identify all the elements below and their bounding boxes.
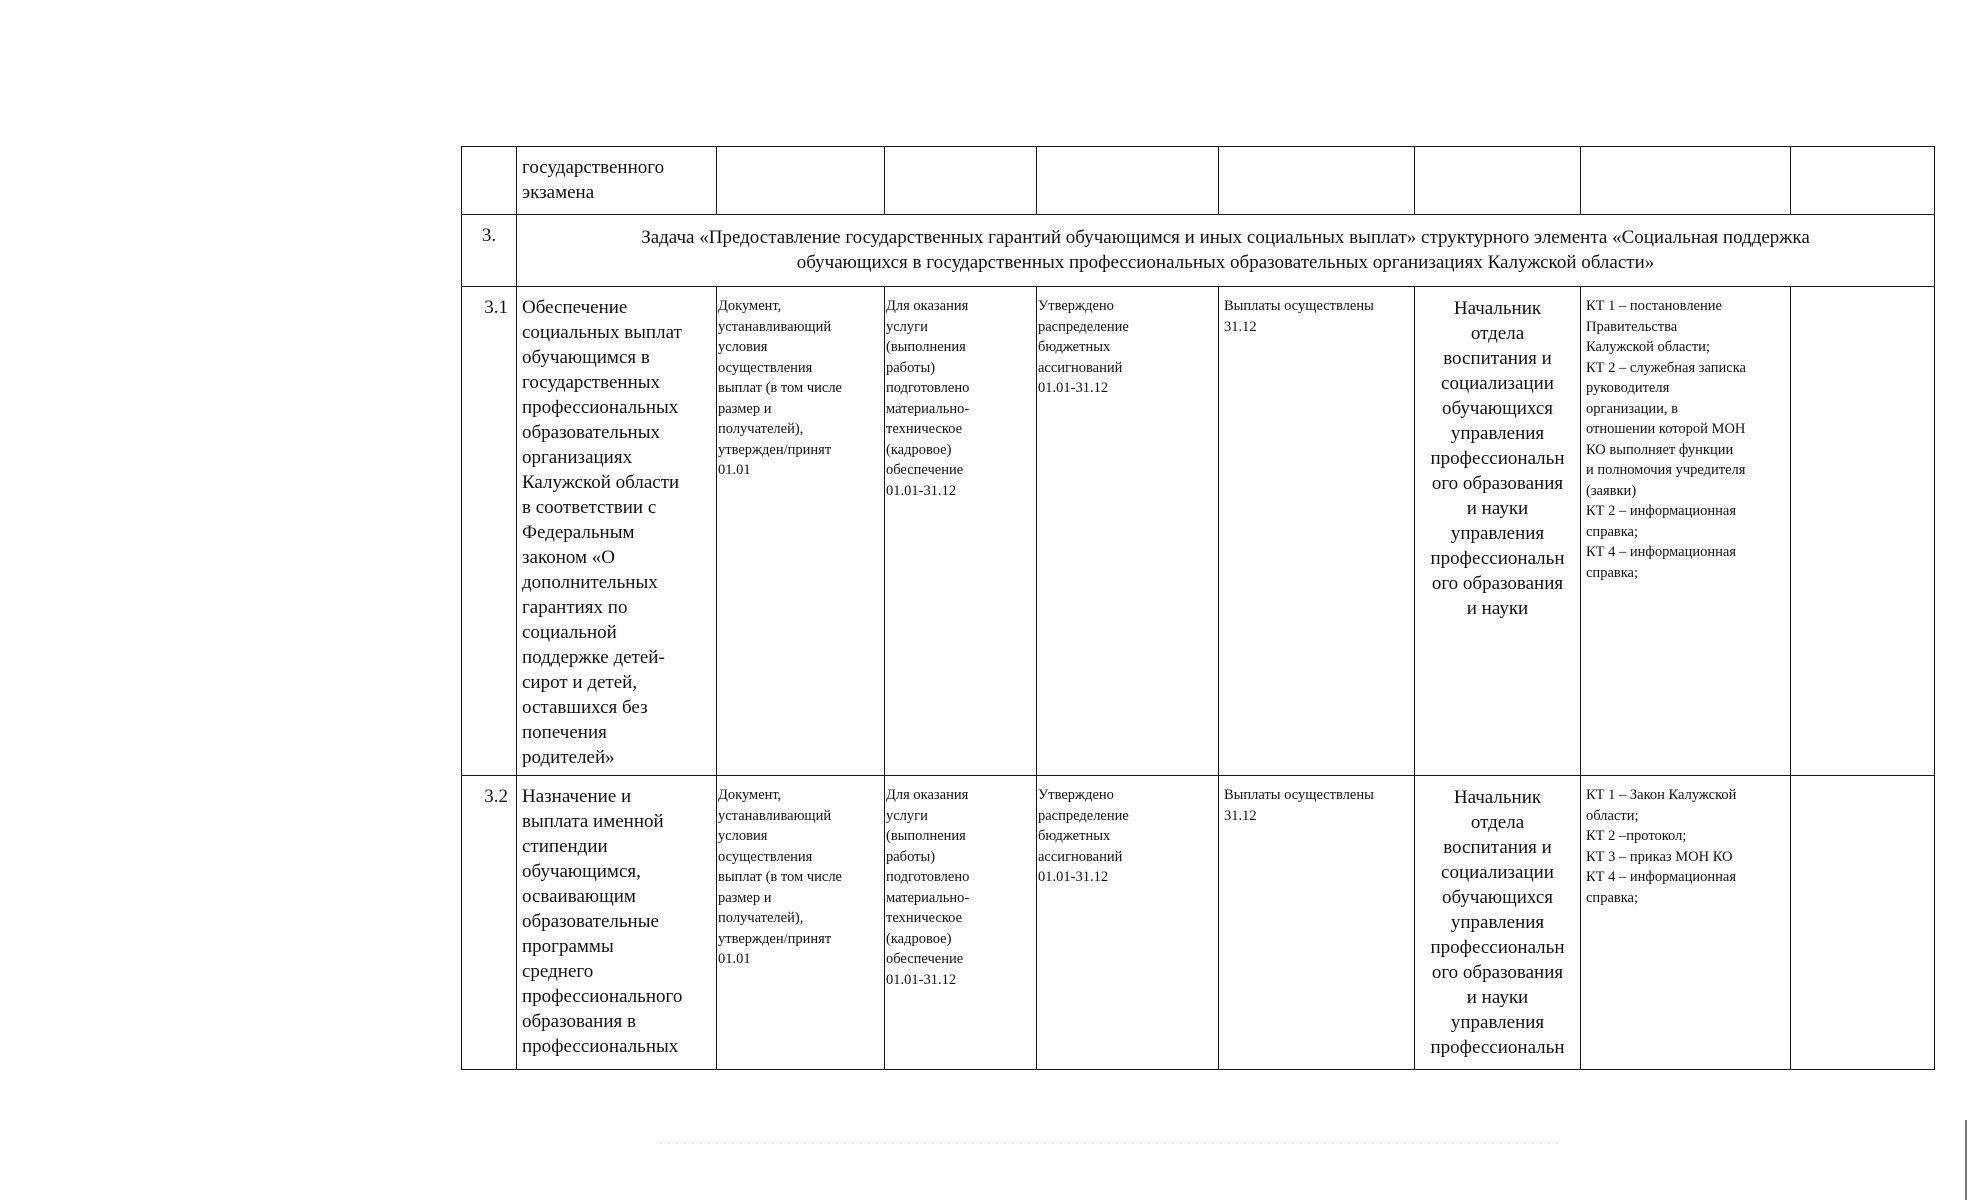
text-line: выплат (в том числе [718,869,842,885]
text-line: устанавливающий [718,318,832,335]
text-line: 01.01 [718,462,751,478]
text-line: социализации [1441,862,1554,883]
text-line: обучающимся в [522,347,650,368]
text-line: подготовлено [886,869,970,885]
text-line: КТ 1 – постановление [1586,298,1722,314]
text-line: КТ 2 – информационная [1586,503,1737,519]
text-line: отдела [1470,323,1525,344]
text-line: социальных выплат [522,322,682,343]
text-line: справка; [1586,889,1639,906]
text-line: Калужской области [522,472,680,493]
text-line: КТ 2 – служебная записка [1586,359,1746,376]
text-line: обеспечение [886,462,964,478]
text-line: материально- [886,889,970,906]
text-line: законом «О [522,547,616,568]
text-line: распределение [1038,318,1129,335]
text-line: Для оказания [886,787,969,803]
text-line: управления [1450,912,1545,933]
text-line: в соответствии с [522,497,657,518]
text-line: Выплаты осуществлены [1224,298,1374,314]
text-line: услуги [886,318,928,335]
text-line: ого образования [1431,573,1564,594]
text-line: материально- [886,400,970,417]
text-line: Документ, [718,787,782,803]
text-line: Федеральным [522,522,635,543]
text-line: 01.01-31.12 [886,482,957,499]
text-line: Обеспечение [522,297,628,318]
text-line: 31.12 [1224,807,1257,824]
text-line: Правительства [1586,318,1678,335]
text-line: профессиональных [522,1036,679,1057]
text-line: справка; [1586,564,1639,581]
text-line: Выплаты осуществлены [1224,787,1374,803]
text-line: КТ 4 – информационная [1586,869,1737,885]
text-line: управления [1450,423,1545,444]
text-line: справка; [1586,523,1639,540]
text-line: КТ 2 –протокол; [1586,828,1687,844]
text-line: услуги [886,807,928,824]
text-line: области; [1586,807,1639,824]
text-line: воспитания и [1443,348,1552,369]
text-line: ассигнований [1038,359,1123,376]
text-line: бюджетных [1038,339,1111,355]
text-line: социализации [1441,373,1554,394]
text-line: обеспечение [886,951,964,967]
text-line: КТ 3 – приказ МОН КО [1586,848,1733,865]
text-line: социальной [522,622,617,643]
text-line: техническое [886,910,963,926]
text-line: Начальник [1453,787,1542,808]
text-line: (кадровое) [886,930,952,947]
name-line: экзамена [522,182,595,203]
row-number: 3.2 [462,776,517,1070]
text-line: отношении которой МОН [1586,421,1746,437]
text-line: (заявки) [1586,482,1637,499]
text-line: управления [1450,1012,1545,1033]
text-line: сирот и детей, [522,672,638,693]
task-title-line: обучающихся в государственных профессиональных образовательных организациях Калужской области» [796,252,1655,273]
task-title-line: Задача «Предоставление государственных гарантий обучающимся и иных социальных выплат» структурного элемента «Социальная поддержка [641,227,1810,248]
text-line: осуществления [718,359,813,376]
text-line: 31.12 [1224,318,1257,335]
text-line: 01.01-31.12 [1038,380,1109,396]
text-line: ассигнований [1038,848,1123,865]
text-line: профессиональных [522,397,679,418]
text-line: и науки [1466,498,1529,519]
text-line: среднего [522,961,594,982]
text-line: размер и [718,400,772,417]
text-line: условия [718,339,768,355]
text-line: государственных [522,372,661,393]
text-line: Утверждено [1038,298,1114,314]
text-line: Начальник [1453,298,1542,319]
text-line: и полномочия учредителя [1586,462,1746,478]
text-line: организациях [522,447,633,468]
text-line: руководителя [1586,380,1670,396]
text-line: КТ 4 – информационная [1586,544,1737,560]
text-line: выплат (в том числе [718,380,842,396]
text-line: организации, в [1586,400,1678,417]
row-number: 3.1 [462,287,517,776]
text-line: образовательные [522,911,659,932]
text-line: распределение [1038,807,1129,824]
text-line: Утверждено [1038,787,1114,803]
text-line: техническое [886,421,963,437]
text-line: утвержден/принят [718,441,832,458]
text-line: ого образования [1431,473,1564,494]
text-line: оставшихся без [522,697,648,718]
text-line: Для оказания [886,298,969,314]
text-line: ого образования [1431,962,1564,983]
text-line: (выполнения [886,828,966,844]
text-line: (выполнения [886,339,966,355]
text-line: воспитания и [1443,837,1552,858]
text-line: обучающимся, [522,861,641,882]
text-line: отдела [1470,812,1525,833]
task-number: 3. [462,215,517,287]
text-line: (кадровое) [886,441,952,458]
text-line: получателей), [718,910,804,926]
text-line: КО выполняет функции [1586,441,1734,458]
text-line: гарантиях по [522,597,628,618]
text-line: дополнительных [522,572,658,593]
text-line: работы) [886,848,936,865]
text-line: размер и [718,889,772,906]
text-line: условия [718,828,768,844]
text-line: Документ, [718,298,782,314]
text-line: и науки [1466,987,1529,1008]
text-line: 01.01-31.12 [886,971,957,988]
text-line: профессиональн [1430,548,1565,569]
text-line: образования в [522,1011,636,1032]
text-line: поддержке детей- [522,647,665,668]
name-line: государственного [522,157,665,178]
text-line: КТ 1 – Закон Калужской [1586,787,1737,803]
text-line: профессиональн [1430,448,1565,469]
text-line: 01.01 [718,951,751,967]
text-line: подготовлено [886,380,970,396]
text-line: бюджетных [1038,828,1111,844]
text-line: образовательных [522,422,660,443]
text-line: управления [1450,523,1545,544]
text-line: осваивающим [522,886,636,907]
text-line: попечения [522,722,607,743]
text-line: обучающихся [1441,398,1554,419]
text-line: профессиональн [1430,937,1565,958]
text-line: родителей» [522,747,615,768]
text-line: профессиональн [1430,1037,1565,1058]
text-line: получателей), [718,421,804,437]
text-line: стипендии [522,836,608,857]
text-line: Назначение и [522,786,632,807]
text-line: работы) [886,359,936,376]
text-line: осуществления [718,848,813,865]
text-line: утвержден/принят [718,930,832,947]
text-line: программы [522,936,614,957]
text-line: выплата именной [522,811,664,832]
text-line: устанавливающий [718,807,832,824]
text-line: и науки [1466,598,1529,619]
text-line: профессионального [522,986,683,1007]
text-line: обучающихся [1441,887,1554,908]
text-line: 01.01-31.12 [1038,869,1109,885]
text-line: Калужской области; [1586,339,1710,355]
